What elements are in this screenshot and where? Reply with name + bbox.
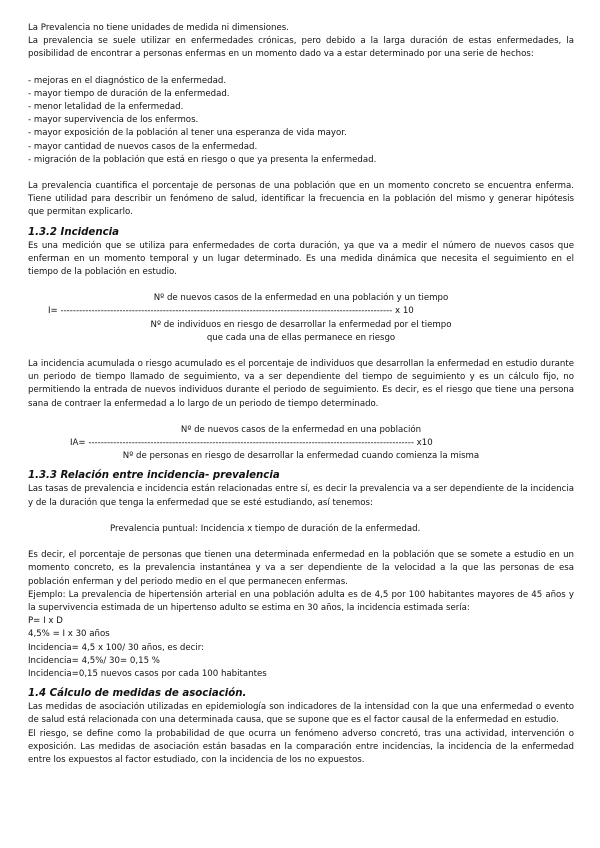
asociacion-paragraph-1: Las medidas de asociación utilizadas en epidemiología son indicadores de la intensidad con la que una enfermedad o evento de salud está relacionada con una determinada causa, que se supone que es el factor causal de la enfermedad en estudio.: [28, 702, 574, 726]
intro-paragraph-2: La prevalencia se suele utilizar en enfermedades crónicas, pero debido a la larga duración de estas enfermedades, la posibilidad de encontrar a personas enfermas en un momento dado va a estar determinado por una serie de hechos:: [28, 36, 574, 60]
asociacion-paragraph-2: El riesgo, se define como la probabilidad de que ocurra un fenómeno adverso concretó, tras una actividad, intervención o exposición. Las medidas de asociación están basadas en la comparación entre incidencias, la incidencia de la enfermedad entre los expuestos al factor estudiado, con la incidencia de los no expuestos.: [28, 728, 574, 765]
prevalence-factors-list: [28, 75, 574, 167]
formula-numerator: Nº de nuevos casos de la enfermedad en una población: [180, 424, 422, 435]
heading-incidencia: 1.3.2 Incidencia: [28, 226, 119, 238]
formula-fraction-line: IA= --------------------------------------------------------------------------------------------------------- x10: [70, 438, 433, 449]
calc-line: 4,5% = I x 30 años: [28, 629, 110, 640]
list-item: - mejoras en el diagnóstico de la enfermedad.: [28, 75, 227, 86]
formula-fraction-line: I= ----------------------------------------------------------------------------------------------------------- x 10: [48, 306, 414, 317]
incidencia-paragraph-1: Es una medición que se utiliza para enfermedades de corta duración, ya que va a medir el número de nuevos casos que enferman en un momento temporal y un lugar determinado. Es una medida dinámica que necesita el seguimiento en el tiempo de la población en estudio.: [28, 240, 574, 278]
formula-denominator-line-1: Nº de individuos en riesgo de desarrollar la enfermedad por el tiempo: [150, 319, 452, 330]
relacion-paragraph-1: Las tasas de prevalencia e incidencia están relacionadas entre sí, es decir la prevalencia va a ser dependiente de la incidencia y de la duración que tenga la enfermedad que se esté estudiando, así tenemos:: [28, 484, 574, 508]
heading-asociacion: 1.4 Cálculo de medidas de asociación.: [28, 688, 247, 700]
calc-line: P= I x D: [28, 616, 63, 627]
calc-line: Incidencia= 4,5 x 100/ 30 años, es decir:: [28, 642, 205, 653]
relacion-paragraph-2: Es decir, el porcentaje de personas que tienen una determinada enfermedad en la población que se somete a estudio en un momento concreto, es la prevalencia instantánea y va a ser dependiente de la velocidad a la que las personas de esa población enferman y del periodo medio en el que permanecen enfermas.: [28, 550, 574, 587]
calc-line: Incidencia=0,15 nuevos casos por cada 100 habitantes: [28, 668, 267, 679]
formula-numerator: Nº de nuevos casos de la enfermedad en una población y un tiempo: [153, 293, 449, 304]
list-item: - menor letalidad de la enfermedad.: [28, 102, 184, 113]
list-item: - mayor exposición de la población al tener una esperanza de vida mayor.: [28, 128, 347, 139]
heading-relacion: 1.3.3 Relación entre incidencia- prevalencia: [28, 470, 280, 482]
prevalence-formula: Prevalencia puntual: Incidencia x tiempo de duración de la enfermedad.: [110, 523, 421, 534]
formula-denominator-line-2: que cada una de ellas permanece en riesgo: [206, 332, 396, 343]
list-item: - migración de la población que está en riesgo o que ya presenta la enfermedad.: [28, 154, 377, 165]
incidencia-paragraph-2: La incidencia acumulada o riesgo acumulado es el porcentaje de individuos que desarrollan la enfermedad en estudio durante un periodo de tiempo llamado de seguimiento, va a ser dependiente del tiempo de seguimiento y es un cálculo fijo, no permitiendo la entrada de nuevos individuos durante el periodo de seguimiento. Es decir, es el riesgo que tiene una persona sana de contraer la enfermedad a lo largo de un periodo de tiempo determinado.: [28, 359, 574, 409]
intro-paragraph-3: La prevalencia cuantifica el porcentaje de personas de una población que en un momento concreto se encuentra enferma. Tiene utilidad para describir un fenómeno de salud, identificar la frecuencia en la población del mismo y generar hipótesis que permitan explicarlo.: [28, 181, 574, 218]
calc-line: Incidencia= 4,5%/ 30= 0,15 %: [28, 655, 160, 666]
intro-paragraph-1: La Prevalencia no tiene unidades de medida ni dimensiones.: [28, 23, 289, 33]
example-paragraph: Ejemplo: La prevalencia de hipertensión arterial en una población adulta es de 4,5 por 100 habitantes mayores de 45 años y la supervivencia estimada de un hipertenso adulto se estima en 30 años, la incidencia estimada sería:: [28, 589, 574, 613]
list-item: - mayor cantidad de nuevos casos de la enfermedad.: [28, 141, 258, 152]
formula-denominator: Nº de personas en riesgo de desarrollar la enfermedad cuando comienza la misma: [122, 451, 480, 462]
incidence-formula: [28, 292, 574, 345]
list-item: - mayor tiempo de duración de la enfermedad.: [28, 88, 230, 99]
list-item: - mayor supervivencia de los enfermos.: [28, 115, 199, 126]
document-page: [28, 22, 574, 767]
cumulative-incidence-formula: [28, 424, 574, 464]
